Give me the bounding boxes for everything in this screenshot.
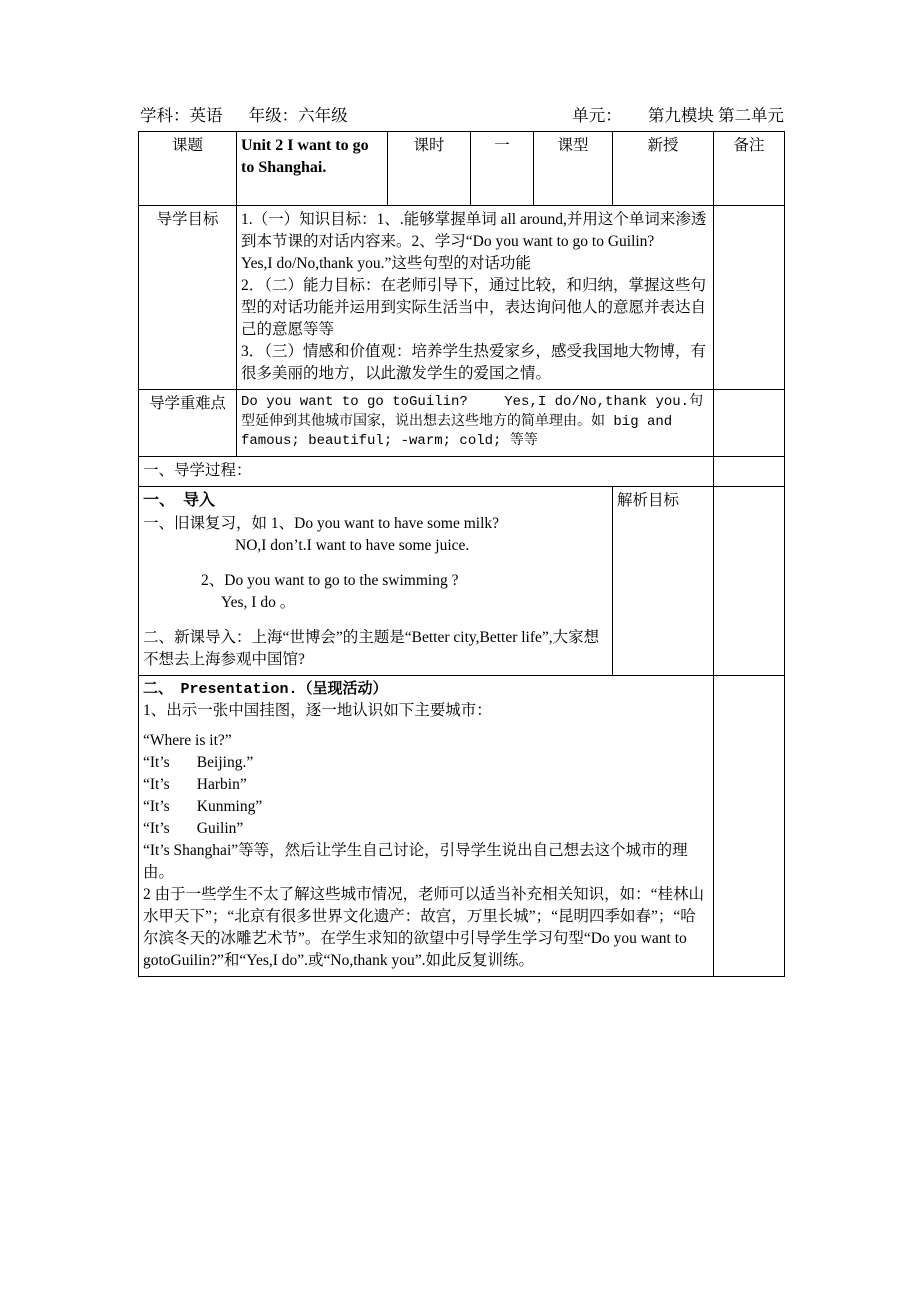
introduction-heading: 一、 导入 [143,492,216,510]
header-right-group [572,106,784,127]
intro-spacer-2 [143,614,608,627]
presentation-answer-harbin: “It’s Harbin” [143,776,247,794]
key-points-content: Do you want to go toGuilin? Yes,I do/No,thank you.句型延伸到其他城市国家，说出想去这些地方的简单理由。如 big and famous; beautiful; -warm; cold; 等等 [237,389,714,457]
presentation-step-2: 2 由于一些学生不太了解这些城市情况，老师可以适当补充相关知识，如：“桂林山水甲天下”；“北京有很多世界文化遗产：故宫，万里长城”；“昆明四季如春”；“哈尔滨冬天的冰雕艺术节”。在学生求知的欲望中引导学生学习句型“Do you want to gotoGuilin?”和“Yes,I do”.或“No,thank you”.如此反复训练。 [143,886,705,970]
objective-line-3: 3．（三）情感和价值观：培养学生热爱家乡，感受我国地大物博，有很多美丽的地方，以此激发学生的爱国之情。 [241,342,707,382]
subject-label: 学科：英语 [140,106,223,125]
lesson-type-value: 新授 [613,131,714,205]
grade-label: 年级：六年级 [248,106,348,125]
remark-label: 备注 [714,131,785,205]
review-answer-2: Yes, I do 。 [221,593,296,611]
new-lesson-intro: 二、新课导入：上海“世博会”的主题是“Better city,Better life”,大家想不想去上海参观中国馆? [143,628,600,668]
objective-line-2: 2．（二）能力目标：在老师引导下，通过比较，和归纳，掌握这些句型的对话功能并运用到实际生活当中，表达询问他人的意愿并表达自己的意愿等等 [241,276,707,338]
header-left-group [140,106,348,127]
process-remark-cell [714,457,785,487]
topic-label: 课题 [139,131,237,205]
presentation-question: “Where is it?” [143,732,232,750]
period-value: 一 [471,131,534,205]
unit-value: 第九模块 第二单元 [647,106,784,125]
review-lead: 一、旧课复习，如 1、Do you want to have some milk? [143,514,500,532]
document-header [138,106,784,131]
review-answer: NO,I don’t.I want to have some juice. [235,536,470,554]
key-points-label: 导学重难点 [139,389,237,457]
introduction-side-note: 解析目标 [613,487,714,676]
period-label: 课时 [388,131,471,205]
table-row-process-header [139,457,785,487]
objectives-remark-cell [714,205,785,389]
topic-value: Unit 2 I want to go to Shanghai. [237,131,388,205]
objectives-label: 导学目标 [139,205,237,389]
intro-spacer-1 [143,557,608,570]
key-points-remark-cell [714,389,785,457]
lesson-plan-table [138,131,785,978]
review-question-2: 2、Do you want to go to the swimming ? [201,571,459,589]
presentation-heading: 二、 Presentation.（呈现活动） [143,680,388,698]
presentation-spacer [143,722,709,730]
presentation-answer-beijing: “It’s Beijing.” [143,754,254,772]
table-row-objectives [139,205,785,389]
unit-label: 单元： [572,106,622,125]
lesson-type-label: 课型 [534,131,613,205]
presentation-answer-shanghai: “It’s Shanghai”等等，然后让学生自己讨论，引导学生说出自己想去这个城市的理由。 [143,842,688,882]
presentation-answer-kunming: “It’s Kunming” [143,798,263,816]
table-row-info [139,131,785,205]
table-row-introduction [139,487,785,676]
document-page [138,106,784,977]
objectives-content [237,205,714,389]
presentation-step-1: 1、出示一张中国挂图，逐一地认识如下主要城市： [143,702,492,720]
presentation-remark-cell [714,675,785,976]
introduction-remark-cell [714,487,785,676]
introduction-content [139,487,613,676]
objective-line-1: 1.（一）知识目标：1、.能够掌握单词 all around,并用这个单词来渗透到本节课的对话内容来。2、学习“Do you want to go to Guilin? Yes,I do/No,thank you.”这些句型的对话功能 [241,210,707,272]
table-row-presentation [139,675,785,976]
table-row-key-points [139,389,785,457]
process-label: 一、导学过程： [139,457,714,487]
presentation-answer-guilin: “It’s Guilin” [143,820,244,838]
presentation-content [139,675,714,976]
